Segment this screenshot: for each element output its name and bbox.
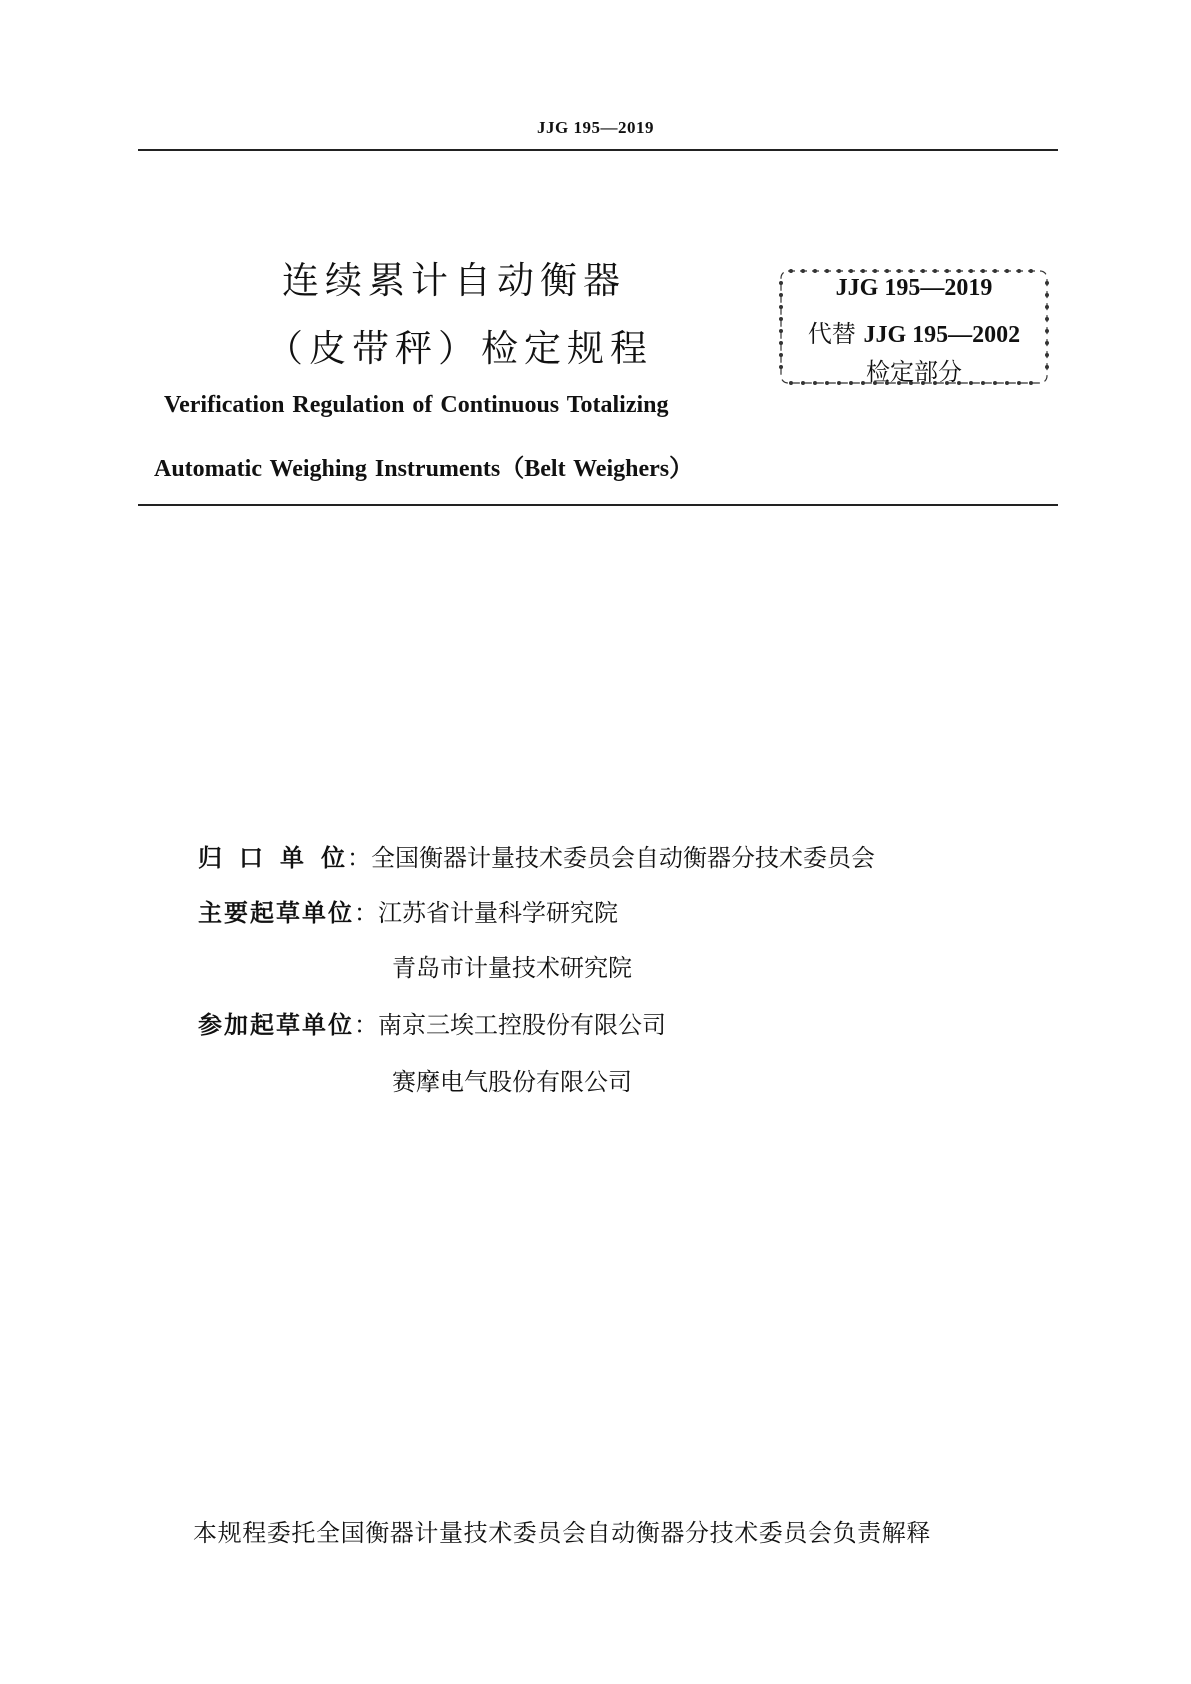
participating-drafters-second: 赛摩电气股份有限公司 [392, 1068, 632, 1096]
main-drafters-second: 青岛市计量技术研究院 [392, 954, 632, 982]
frame-dot [849, 269, 853, 273]
frame-dot [933, 269, 937, 273]
stamp-code: JJG 195—2019 [835, 275, 993, 301]
frame-dot [789, 269, 793, 273]
replacement-info-box [777, 267, 1051, 387]
stamp-replace-line [777, 314, 1051, 349]
responsible-unit-label-main: 归口单 [198, 844, 321, 872]
bottom-divider [138, 504, 1058, 506]
top-divider [138, 149, 1058, 151]
frame-dot [779, 305, 783, 309]
main-drafters-label: 主要起草单位 [198, 899, 354, 927]
participating-drafters-row [198, 1005, 666, 1040]
participating-drafters-second-row [392, 1062, 632, 1097]
frame-dot [1005, 269, 1009, 273]
main-drafters-first: ：江苏省计量科学研究院 [354, 899, 618, 927]
main-drafters-second-row [392, 948, 632, 983]
frame-dot [897, 269, 901, 273]
title-en-line2: Automatic Weighing Instruments（Belt Weighers） [154, 456, 694, 482]
frame-dot [969, 269, 973, 273]
title-zh-line1: 连续累计自动衡器 [282, 259, 626, 302]
frame-dot [1029, 269, 1033, 273]
frame-dot [1017, 269, 1021, 273]
frame-dot [1045, 305, 1049, 309]
frame-dot [909, 269, 913, 273]
frame-dot [981, 269, 985, 273]
responsible-unit-label [198, 838, 347, 873]
title-zh-line2: （皮带秤）检定规程 [266, 327, 653, 370]
participating-drafters-label: 参加起草单位 [198, 1011, 354, 1039]
frame-dot [921, 269, 925, 273]
frame-dot [801, 269, 805, 273]
document-code-header: JJG 195—2019 [537, 118, 654, 137]
stamp-replace-prefix: 代替 [807, 320, 864, 348]
frame-dot [861, 269, 865, 273]
responsible-unit-value: ：全国衡器计量技术委员会自动衡器分技术委员会 [347, 844, 875, 872]
responsible-unit-label-last: 位 [321, 844, 347, 872]
stamp-replace-code: JJG 195—2002 [863, 322, 1021, 348]
frame-dot [885, 269, 889, 273]
frame-dot [837, 269, 841, 273]
main-drafters-row [198, 893, 618, 928]
interpretation-note: 本规程委托全国衡器计量技术委员会自动衡器分技术委员会负责解释 [193, 1519, 931, 1547]
frame-dot [813, 269, 817, 273]
frame-dot [945, 269, 949, 273]
frame-dot [993, 269, 997, 273]
title-en-line1: Verification Regulation of Continuous Totalizing [164, 392, 669, 418]
frame-dot [825, 269, 829, 273]
frame-dot [957, 269, 961, 273]
stamp-note: 检定部分 [866, 358, 962, 386]
frame-dot [873, 269, 877, 273]
participating-drafters-first: ：南京三埃工控股份有限公司 [354, 1011, 666, 1039]
responsible-unit-row [198, 838, 875, 873]
